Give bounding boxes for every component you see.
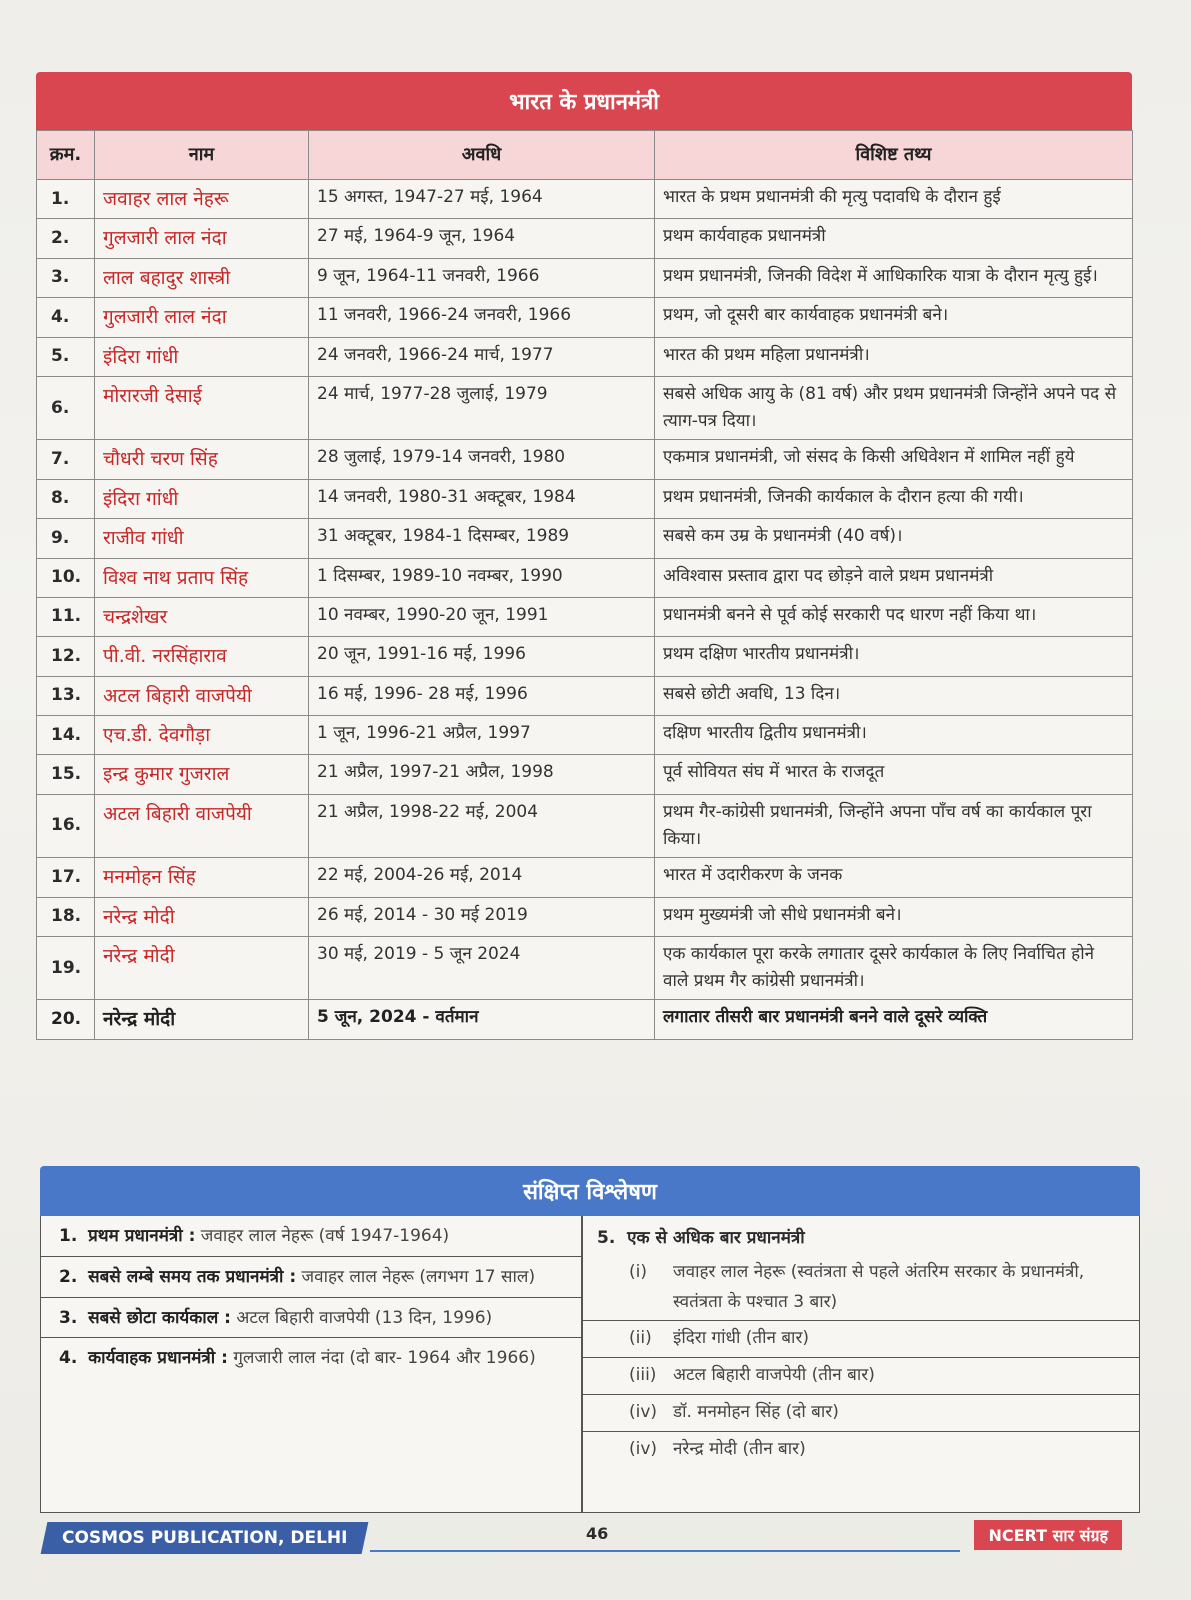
name-cell: इंदिरा गांधी [95, 337, 309, 376]
summary-item-number: 3. [59, 1307, 78, 1328]
header-term: अवधि [309, 131, 655, 180]
multiple-terms-item [583, 1255, 1139, 1322]
multiple-terms-item [583, 1395, 1139, 1432]
table-row [37, 519, 1133, 558]
fact-cell: प्रथम कार्यवाहक प्रधानमंत्री [655, 219, 1133, 258]
summary-item-number: 1. [59, 1226, 78, 1246]
term-cell: 10 नवम्बर, 1990-20 जून, 1991 [309, 597, 655, 636]
header-sn: क्रम. [37, 131, 95, 180]
multiple-terms-text: इंदिरा गांधी (तीन बार) [673, 1328, 810, 1349]
roman-numeral: (iv) [629, 1401, 658, 1422]
sn-cell: 15. [37, 755, 95, 794]
multiple-terms-text: जवाहर लाल नेहरू (स्वतंत्रता से पहले अंतरिम सरकार के प्रधानमंत्री, स्वतंत्रता के पश्चात 3 बार) [673, 1261, 1085, 1312]
table-row [37, 558, 1133, 597]
name-cell: चौधरी चरण सिंह [95, 440, 309, 479]
fact-cell: लगातार तीसरी बार प्रधानमंत्री बनने वाले दूसरे व्यक्ति [655, 1000, 1133, 1039]
name-cell: इन्द्र कुमार गुजराल [95, 755, 309, 794]
summary-item-label: सबसे छोटा कार्यकाल : [88, 1307, 231, 1328]
sn-cell: 19. [37, 937, 95, 1000]
fact-cell: सबसे कम उम्र के प्रधानमंत्री (40 वर्ष)। [655, 519, 1133, 558]
term-cell: 28 जुलाई, 1979-14 जनवरी, 1980 [309, 440, 655, 479]
name-cell: गुलजारी लाल नंदा [95, 219, 309, 258]
term-cell: 22 मई, 2004-26 मई, 2014 [309, 858, 655, 897]
name-cell: गुलजारी लाल नंदा [95, 298, 309, 337]
table-row [37, 440, 1133, 479]
term-cell: 31 अक्टूबर, 1984-1 दिसम्बर, 1989 [309, 519, 655, 558]
name-cell: लाल बहादुर शास्त्री [95, 258, 309, 297]
name-cell: अटल बिहारी वाजपेयी [95, 794, 309, 857]
publisher-name: COSMOS PUBLICATION, DELHI [62, 1528, 348, 1548]
fact-cell: एक कार्यकाल पूरा करके लगातार दूसरे कार्यकाल के लिए निर्वाचित होने वाले प्रथम गैर कांग्रेसी प्रधानमंत्री। [655, 937, 1133, 1000]
name-cell: जवाहर लाल नेहरू [95, 180, 309, 219]
term-cell: 26 मई, 2014 - 30 मई 2019 [309, 897, 655, 936]
summary-item-value: जवाहर लाल नेहरू (वर्ष 1947-1964) [200, 1226, 450, 1246]
table-row [37, 1000, 1133, 1039]
term-cell: 9 जून, 1964-11 जनवरी, 1966 [309, 258, 655, 297]
table-row [37, 597, 1133, 636]
summary-left-column [41, 1216, 583, 1512]
name-cell: नरेन्द्र मोदी [95, 1000, 309, 1039]
summary-item-label: प्रथम प्रधानमंत्री : [88, 1226, 196, 1246]
fact-cell: एकमात्र प्रधानमंत्री, जो संसद के किसी अधिवेशन में शामिल नहीं हुये [655, 440, 1133, 479]
sn-cell: 6. [37, 376, 95, 439]
table-header-row [37, 131, 1133, 180]
sn-cell: 4. [37, 298, 95, 337]
sn-cell: 17. [37, 858, 95, 897]
multiple-terms-heading [583, 1216, 1139, 1255]
header-name: नाम [95, 131, 309, 180]
multiple-terms-text: अटल बिहारी वाजपेयी (तीन बार) [673, 1365, 875, 1386]
summary-body [40, 1216, 1140, 1513]
table-row [37, 676, 1133, 715]
series-badge: NCERT सार संग्रह [974, 1520, 1122, 1550]
roman-numeral: (i) [629, 1261, 647, 1282]
fact-cell: प्रथम प्रधानमंत्री, जिनकी विदेश में आधिकारिक यात्रा के दौरान मृत्यु हुई। [655, 258, 1133, 297]
summary-item-number: 5. [597, 1228, 616, 1248]
roman-numeral: (iii) [629, 1365, 657, 1386]
multiple-terms-item [583, 1321, 1139, 1358]
fact-cell: सबसे छोटी अवधि, 13 दिन। [655, 676, 1133, 715]
sn-cell: 18. [37, 897, 95, 936]
publisher-badge [41, 1522, 369, 1554]
fact-cell: प्रथम गैर-कांग्रेसी प्रधानमंत्री, जिन्होंने अपना पाँच वर्ष का कार्यकाल पूरा किया। [655, 794, 1133, 857]
prime-ministers-table [36, 130, 1133, 1040]
sn-cell: 5. [37, 337, 95, 376]
fact-cell: अविश्वास प्रस्ताव द्वारा पद छोड़ने वाले प्रथम प्रधानमंत्री [655, 558, 1133, 597]
name-cell: विश्व नाथ प्रताप सिंह [95, 558, 309, 597]
fact-cell: प्रधानमंत्री बनने से पूर्व कोई सरकारी पद धारण नहीं किया था। [655, 597, 1133, 636]
sn-cell: 3. [37, 258, 95, 297]
name-cell: नरेन्द्र मोदी [95, 897, 309, 936]
page-number: 46 [586, 1524, 609, 1543]
table-body [37, 180, 1133, 1040]
table-row [37, 755, 1133, 794]
sn-cell: 8. [37, 479, 95, 518]
summary-item [41, 1216, 581, 1257]
sn-cell: 11. [37, 597, 95, 636]
fact-cell: दक्षिण भारतीय द्वितीय प्रधानमंत्री। [655, 716, 1133, 755]
summary-right-column [583, 1216, 1139, 1512]
fact-cell: पूर्व सोवियत संघ में भारत के राजदूत [655, 755, 1133, 794]
table-row [37, 376, 1133, 439]
table-title: भारत के प्रधानमंत्री [36, 72, 1132, 130]
fact-cell: प्रथम प्रधानमंत्री, जिनकी कार्यकाल के दौरान हत्या की गयी। [655, 479, 1133, 518]
term-cell: 21 अप्रैल, 1998-22 मई, 2004 [309, 794, 655, 857]
summary-item-number: 2. [59, 1266, 78, 1287]
fact-cell: सबसे अधिक आयु के (81 वर्ष) और प्रथम प्रधानमंत्री जिन्होंने अपने पद से त्याग-पत्र दिया। [655, 376, 1133, 439]
term-cell: 20 जून, 1991-16 मई, 1996 [309, 637, 655, 676]
summary-item-label: कार्यवाहक प्रधानमंत्री : [88, 1348, 228, 1369]
fact-cell: प्रथम मुख्यमंत्री जो सीधे प्रधानमंत्री बने। [655, 897, 1133, 936]
sn-cell: 9. [37, 519, 95, 558]
multiple-terms-item [583, 1358, 1139, 1395]
table-row [37, 716, 1133, 755]
sn-cell: 7. [37, 440, 95, 479]
name-cell: अटल बिहारी वाजपेयी [95, 676, 309, 715]
summary-item [41, 1338, 581, 1378]
sn-cell: 16. [37, 794, 95, 857]
term-cell: 27 मई, 1964-9 जून, 1964 [309, 219, 655, 258]
term-cell: 21 अप्रैल, 1997-21 अप्रैल, 1998 [309, 755, 655, 794]
roman-numeral: (ii) [629, 1328, 652, 1349]
name-cell: इंदिरा गांधी [95, 479, 309, 518]
multiple-terms-text: नरेन्द्र मोदी (तीन बार) [673, 1438, 806, 1459]
term-cell: 24 मार्च, 1977-28 जुलाई, 1979 [309, 376, 655, 439]
table-row [37, 258, 1133, 297]
term-cell: 16 मई, 1996- 28 मई, 1996 [309, 676, 655, 715]
summary-item [41, 1257, 581, 1298]
summary-item-value: जवाहर लाल नेहरू (लगभग 17 साल) [301, 1266, 536, 1287]
name-cell: नरेन्द्र मोदी [95, 937, 309, 1000]
sn-cell: 10. [37, 558, 95, 597]
sn-cell: 12. [37, 637, 95, 676]
sn-cell: 13. [37, 676, 95, 715]
sn-cell: 14. [37, 716, 95, 755]
summary-title: संक्षिप्त विश्लेषण [40, 1166, 1140, 1216]
table-row [37, 219, 1133, 258]
name-cell: एच.डी. देवगौड़ा [95, 716, 309, 755]
table-row [37, 337, 1133, 376]
table-row [37, 794, 1133, 857]
name-cell: मोरारजी देसाई [95, 376, 309, 439]
summary-item-value: गुलजारी लाल नंदा (दो बार- 1964 और 1966) [233, 1348, 536, 1369]
table-row [37, 897, 1133, 936]
roman-numeral: (iv) [629, 1438, 658, 1459]
fact-cell: प्रथम दक्षिण भारतीय प्रधानमंत्री। [655, 637, 1133, 676]
term-cell: 5 जून, 2024 - वर्तमान [309, 1000, 655, 1039]
table-row [37, 479, 1133, 518]
sn-cell: 1. [37, 180, 95, 219]
summary-item-value: अटल बिहारी वाजपेयी (13 दिन, 1996) [236, 1307, 493, 1328]
name-cell: पी.वी. नरसिंहाराव [95, 637, 309, 676]
term-cell: 14 जनवरी, 1980-31 अक्टूबर, 1984 [309, 479, 655, 518]
table-row [37, 180, 1133, 219]
header-fact: विशिष्ट तथ्य [655, 131, 1133, 180]
summary-item-label: सबसे लम्बे समय तक प्रधानमंत्री : [88, 1266, 297, 1287]
fact-cell: भारत में उदारीकरण के जनक [655, 858, 1133, 897]
summary-item [41, 1298, 581, 1339]
term-cell: 1 दिसम्बर, 1989-10 नवम्बर, 1990 [309, 558, 655, 597]
fact-cell: भारत के प्रथम प्रधानमंत्री की मृत्यु पदावधि के दौरान हुई [655, 180, 1133, 219]
table-row [37, 858, 1133, 897]
prime-ministers-table-section [36, 72, 1132, 1040]
summary-section [40, 1166, 1140, 1516]
table-row [37, 937, 1133, 1000]
term-cell: 24 जनवरी, 1966-24 मार्च, 1977 [309, 337, 655, 376]
term-cell: 11 जनवरी, 1966-24 जनवरी, 1966 [309, 298, 655, 337]
name-cell: चन्द्रशेखर [95, 597, 309, 636]
footer-divider [370, 1550, 960, 1552]
name-cell: राजीव गांधी [95, 519, 309, 558]
sn-cell: 20. [37, 1000, 95, 1039]
page-footer [40, 1520, 1140, 1558]
fact-cell: प्रथम, जो दूसरी बार कार्यवाहक प्रधानमंत्री बने। [655, 298, 1133, 337]
name-cell: मनमोहन सिंह [95, 858, 309, 897]
multiple-terms-item [583, 1432, 1139, 1468]
table-row [37, 637, 1133, 676]
fact-cell: भारत की प्रथम महिला प्रधानमंत्री। [655, 337, 1133, 376]
sn-cell: 2. [37, 219, 95, 258]
table-row [37, 298, 1133, 337]
term-cell: 15 अगस्त, 1947-27 मई, 1964 [309, 180, 655, 219]
multiple-terms-text: डॉ. मनमोहन सिंह (दो बार) [673, 1401, 839, 1422]
summary-item-label: एक से अधिक बार प्रधानमंत्री [627, 1228, 805, 1248]
summary-item-number: 4. [59, 1348, 78, 1369]
term-cell: 30 मई, 2019 - 5 जून 2024 [309, 937, 655, 1000]
term-cell: 1 जून, 1996-21 अप्रैल, 1997 [309, 716, 655, 755]
